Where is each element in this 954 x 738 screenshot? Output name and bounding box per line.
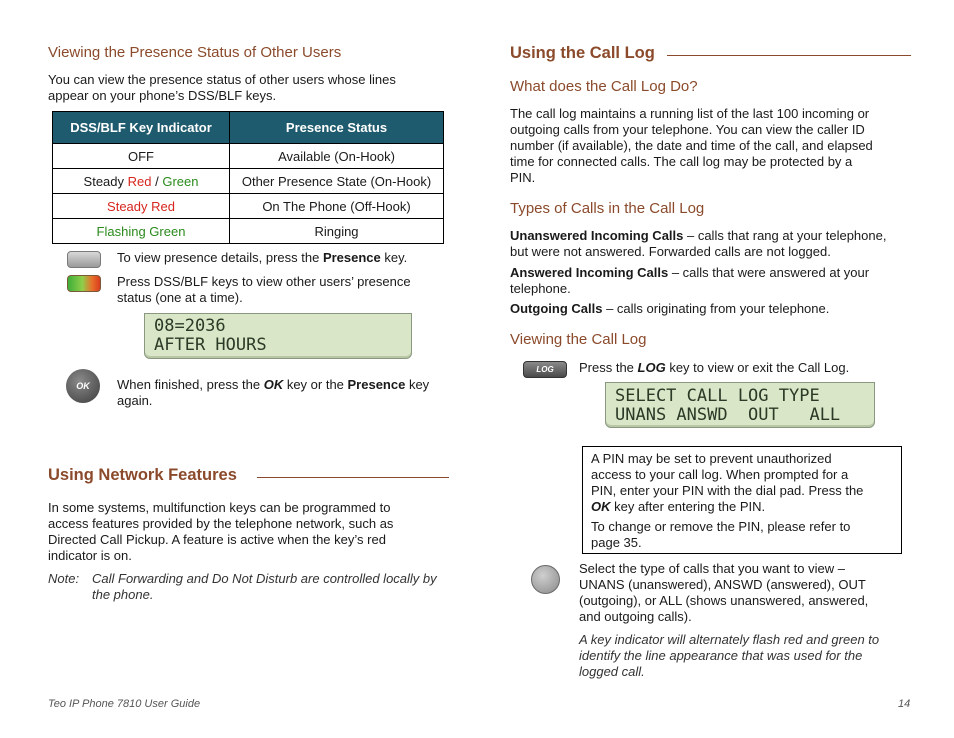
step-text: status (one at a time). [117, 290, 243, 305]
table-header-indicator: DSS/BLF Key Indicator [53, 112, 230, 144]
network-heading: Using Network Features [48, 466, 237, 484]
step-text: key or the [283, 377, 348, 392]
presence-key-label: Presence [322, 250, 381, 265]
lcd-line: SELECT CALL LOG TYPE [615, 386, 820, 406]
step-presence [117, 250, 407, 266]
select-key-icon [531, 565, 560, 594]
note-line: key after entering the PIN. [610, 499, 766, 514]
note-line: PIN, enter your PIN with the dial pad. Press the [591, 483, 864, 498]
note-line: page 35. [591, 535, 642, 550]
what-body [510, 106, 873, 186]
table-cell-indicator: Steady Red [53, 194, 230, 219]
presence-key-text: Presence [347, 377, 406, 392]
log-key-label: LOG [536, 365, 554, 374]
table-cell-status: Other Presence State (On-Hook) [230, 169, 444, 194]
presence-table [52, 111, 444, 244]
paragraph-line: but were not answered. Forwarded calls are not logged. [510, 244, 831, 259]
note-line: A PIN may be set to prevent unauthorized [591, 451, 832, 466]
paragraph-line: identify the line appearance that was used for the [579, 648, 863, 663]
ok-key-text: OK [263, 377, 284, 392]
table-cell-indicator: OFF [53, 144, 230, 169]
presence-heading: Viewing the Presence Status of Other Users [48, 44, 342, 61]
table-header-row [53, 112, 444, 144]
lcd-line: 08=2036 [154, 316, 226, 336]
table-cell-indicator [53, 169, 230, 194]
step-text: key to view or exit the Call Log. [665, 360, 850, 375]
unanswered-label: Unanswered Incoming Calls [510, 228, 684, 243]
step-text: key. [380, 250, 408, 265]
indicator-note [579, 632, 879, 680]
step-text: Press DSS/BLF keys to view other users’ presence [117, 274, 411, 289]
step-text: Press the [579, 360, 638, 375]
paragraph-line: outgoing calls from your telephone. You can view the caller ID [510, 122, 865, 137]
footer-title: Teo IP Phone 7810 User Guide [48, 698, 201, 710]
paragraph-line: – calls originating from your telephone. [602, 301, 830, 316]
paragraph-line: In some systems, multifunction keys can be programmed to [48, 500, 391, 515]
network-body [48, 500, 393, 564]
paragraph-line: UNANS (unanswered), ANSWD (answered), OUT [579, 577, 866, 592]
paragraph-line: PIN. [510, 170, 536, 185]
presence-intro-line: appear on your phone’s DSS/BLF keys. [48, 88, 277, 103]
lcd-display [144, 313, 412, 359]
ok-key-text: OK [591, 499, 611, 514]
lcd-line: UNANS ANSWD OUT ALL [615, 405, 841, 425]
log-key-icon [523, 361, 567, 378]
unanswered-text [510, 228, 886, 260]
paragraph-line: Directed Call Pickup. A feature is active when the key’s red [48, 532, 386, 547]
viewing-heading: Viewing the Call Log [510, 331, 647, 348]
what-heading: What does the Call Log Do? [510, 78, 698, 95]
indicator-separator: / [151, 173, 163, 189]
paragraph-line: logged call. [579, 664, 645, 679]
log-key-text: LOG [637, 360, 666, 375]
paragraph-line: access features provided by the telephone network, such as [48, 516, 394, 531]
ok-key-icon [66, 369, 100, 403]
paragraph-line: – calls that rang at your telephone, [683, 228, 887, 243]
pin-note-text [591, 451, 863, 551]
heading-rule [667, 55, 911, 56]
note-line: access to your call log. When prompted for a [591, 467, 849, 482]
answered-label: Answered Incoming Calls [510, 265, 669, 280]
paragraph-line: indicator is on. [48, 548, 132, 563]
paragraph-line: The call log maintains a running list of the last 100 incoming or [510, 106, 870, 121]
step-text: To view presence details, press the [117, 250, 323, 265]
table-cell-status: Available (On-Hook) [230, 144, 444, 169]
table-cell-indicator: Flashing Green [53, 219, 230, 244]
types-heading: Types of Calls in the Call Log [510, 200, 705, 217]
paragraph-line: time for connected calls. The call log may be protected by a [510, 154, 853, 169]
paragraph-line: (outgoing), or ALL (shows unanswered, answered, [579, 593, 869, 608]
outgoing-text [510, 301, 829, 317]
step-finish [117, 377, 429, 409]
table-row [53, 144, 444, 169]
paragraph-line: A key indicator will alternately flash red and green to [579, 632, 880, 647]
table-cell-status: Ringing [230, 219, 444, 244]
indicator-red-text: Red [127, 173, 152, 189]
presence-intro [48, 72, 396, 104]
presence-key-icon [67, 251, 101, 268]
paragraph-line: Select the type of calls that you want to view – [579, 561, 845, 576]
lcd-display [605, 382, 875, 428]
paragraph-line: and outgoing calls). [579, 609, 692, 624]
step-text: key [405, 377, 430, 392]
note-label: Note: [48, 571, 80, 586]
note-line: To change or remove the PIN, please refer to [591, 519, 851, 534]
paragraph-line: number (if available), the date and time of the call, and elapsed [510, 138, 873, 153]
paragraph-line: – calls that were answered at your [668, 265, 870, 280]
paragraph-line: telephone. [510, 281, 571, 296]
table-row [53, 169, 444, 194]
outgoing-label: Outgoing Calls [510, 301, 603, 316]
step-dss [117, 274, 411, 306]
step-text: again. [117, 393, 153, 408]
lcd-line: AFTER HOURS [154, 335, 267, 355]
heading-rule [257, 477, 449, 478]
note-text [92, 571, 437, 603]
table-row [53, 194, 444, 219]
step-text: When finished, press the [117, 377, 264, 392]
note-line: Call Forwarding and Do Not Disturb are controlled locally by [92, 571, 437, 586]
press-log-text [579, 360, 849, 376]
answered-text [510, 265, 869, 297]
indicator-text: Steady [83, 173, 128, 189]
table-cell-status: On The Phone (Off-Hook) [230, 194, 444, 219]
dss-blf-key-icon [67, 275, 101, 292]
select-text [579, 561, 868, 625]
presence-intro-line: You can view the presence status of other users whose lines [48, 72, 396, 87]
indicator-green-text: Green [162, 173, 199, 189]
calllog-heading: Using the Call Log [510, 44, 655, 62]
ok-key-label: OK [76, 381, 90, 391]
table-header-status: Presence Status [230, 112, 444, 144]
page-number: 14 [898, 698, 911, 710]
note-line: the phone. [92, 587, 154, 602]
table-row [53, 219, 444, 244]
